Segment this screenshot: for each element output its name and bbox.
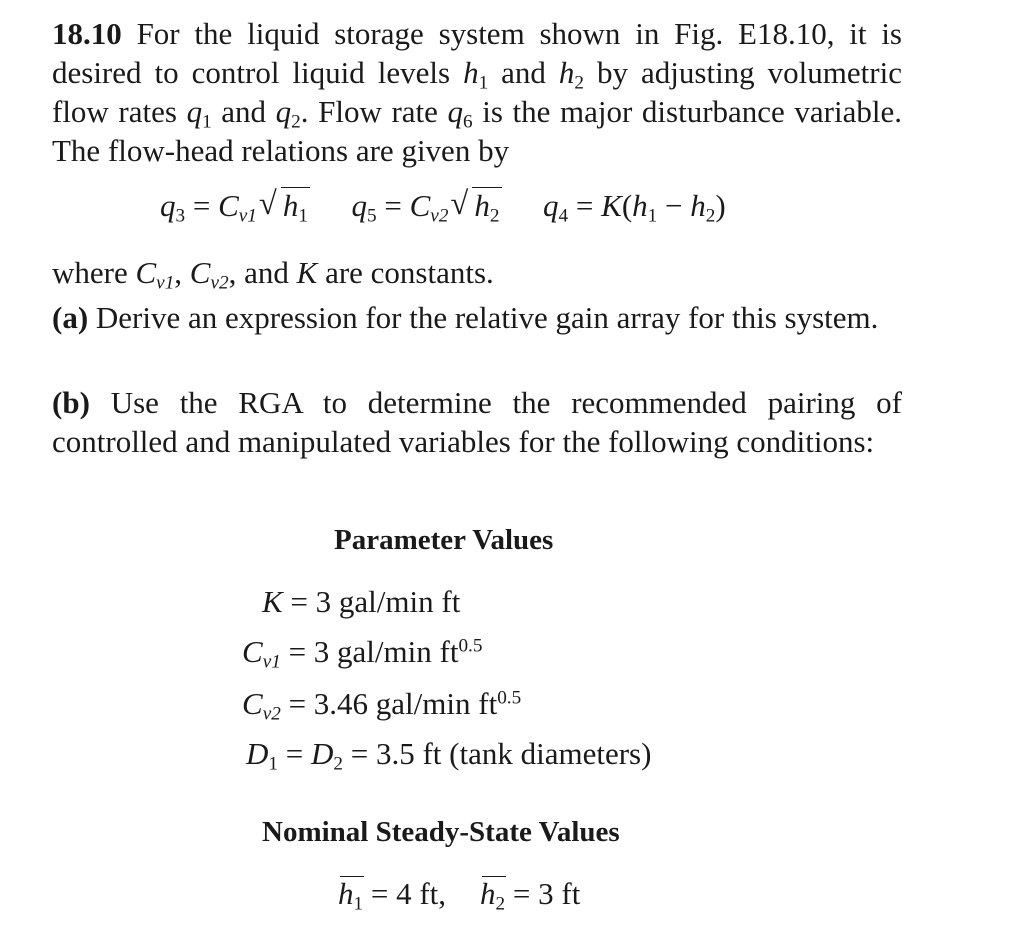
parameter-values-heading: Parameter Values [334, 524, 554, 556]
param-diameters: $D_1 = D_2 = 3.5$ ft (tank diameters) [246, 736, 652, 775]
param-Cv1: $C_{v1} = 3$ gal/min $ft^{0.5}$ [242, 634, 483, 673]
sqrt-h1: √ $h_1$ [258, 186, 309, 227]
part-a: (a) Derive an expression for the relative gain array for this system. [52, 300, 879, 335]
problem-number: 18.10 [52, 16, 122, 51]
part-b: (b) Use the RGA to determine the recommended pairing of controlled and manipulated variables for the following conditions: [52, 385, 902, 459]
part-a-label: (a) [52, 300, 89, 335]
problem-statement: 18.10 For the liquid storage system shown in Fig. E18.10, it is desired to control liquid levels $h_1$ and $h_2$ by adjusting volumetric flow rates $q_1$ and $q_2$. Flow rate $q_6$ is the major disturbance variable. The flow-head relations are given by [52, 16, 902, 168]
nominal-values-heading: Nominal Steady-State Values [262, 816, 620, 848]
sqrt-h2: √ $h_2$ [450, 186, 500, 227]
constants-note: where $C_{v1}$, $C_{v2}$, and K are constants. [52, 255, 494, 294]
nominal-levels: $h_1 = 4$ ft, $h_2 = 3$ ft [338, 876, 581, 915]
flow-head-equations: $q_3 = C_{v1}$ √ $h_1$ $q_5 = C_{v2}$ √ $h_2$ $q_4 = K(h_1 - h_2)$ [160, 186, 726, 227]
param-Cv2: $C_{v2} = 3.46$ gal/min $ft^{0.5}$ [242, 686, 522, 725]
part-b-label: (b) [52, 385, 90, 420]
param-K: K = 3 gal/min ft [262, 584, 461, 619]
